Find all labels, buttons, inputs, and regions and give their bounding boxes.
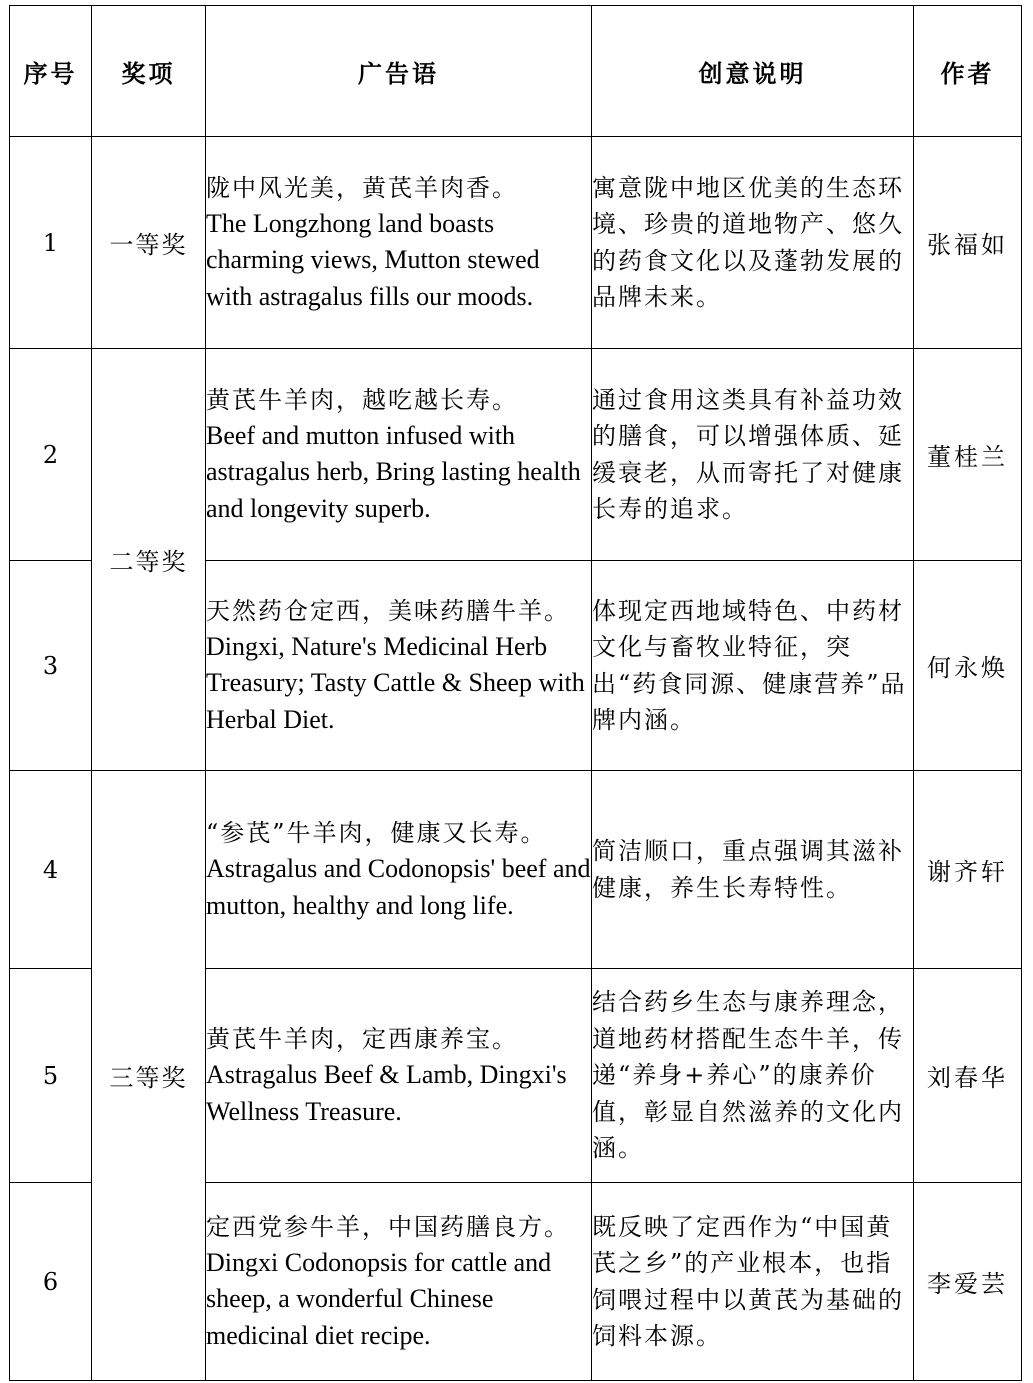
slogan-zh: “参芪”牛羊肉，健康又长寿。 [206,819,547,847]
slogan-zh: 陇中风光美，黄芪羊肉香。 [206,173,518,202]
row-index: 3 [10,561,92,771]
description-text: 体现定西地域特色、中药材文化与畜牧业特征，突出“药食同源、健康营养”品牌内涵。 [592,596,907,734]
description-cell [592,1183,914,1381]
award-cell-second: 二等奖 [92,349,206,771]
author-cell: 谢齐轩 [914,771,1022,969]
header-award: 奖项 [92,6,206,137]
slogan-en: Astragalus and Codonopsis' beef and mutton, healthy and long life. [206,854,591,920]
row-index: 2 [10,349,92,561]
row-index: 5 [10,969,92,1183]
author-cell: 刘春华 [914,969,1022,1183]
author-cell: 董桂兰 [914,349,1022,561]
description-cell [592,137,914,349]
description-text: 结合药乡生态与康养理念，道地药材搭配生态牛羊，传递“养身+养心”的康养价值，彰显自然滋养的文化内涵。 [592,988,904,1163]
award-cell-third: 三等奖 [92,771,206,1381]
description-cell [592,771,914,969]
slogan-en: Dingxi, Nature's Medicinal Herb Treasury; Tasty Cattle & Sheep with Herbal Diet. [206,631,585,734]
slogan-zh: 天然药仓定西，美味药膳牛羊。 [206,596,570,625]
slogan-zh: 定西党参牛羊，中国药膳良方。 [206,1212,570,1241]
header-row [10,6,1022,137]
slogan-zh: 黄芪牛羊肉，越吃越长寿。 [206,385,518,414]
author-cell: 何永焕 [914,561,1022,771]
slogan-en: The Longzhong land boasts charming views, Mutton stewed with astragalus fills our moods. [206,208,540,311]
row-index: 6 [10,1183,92,1381]
slogan-cell [206,969,592,1183]
author-cell: 张福如 [914,137,1022,349]
slogan-zh: 黄芪牛羊肉，定西康养宝。 [206,1025,518,1053]
description-text: 既反映了定西作为“中国黄芪之乡”的产业根本，也指饲喂过程中以黄芪为基础的饲料本源。 [592,1212,904,1350]
table-row [10,137,1022,349]
author-cell: 李爱芸 [914,1183,1022,1381]
description-text: 通过食用这类具有补益功效的膳食，可以增强体质、延缓衰老，从而寄托了对健康长寿的追求。 [592,385,904,523]
header-index: 序号 [10,6,92,137]
row-index: 4 [10,771,92,969]
slogan-en: Beef and mutton infused with astragalus herb, Bring lasting health and longevity superb. [206,420,581,523]
description-text: 简洁顺口，重点强调其滋补健康，养生长寿特性。 [592,837,904,902]
award-cell-first: 一等奖 [92,137,206,349]
description-cell [592,969,914,1183]
row-index: 1 [10,137,92,349]
description-cell [592,561,914,771]
slogan-cell [206,561,592,771]
description-text: 寓意陇中地区优美的生态环境、珍贵的道地物产、悠久的药食文化以及蓬勃发展的品牌未来。 [592,173,904,311]
slogan-en: Astragalus Beef & Lamb, Dingxi's Wellness Treasure. [206,1060,567,1126]
header-slogan: 广告语 [206,6,592,137]
table-row [10,349,1022,561]
award-table [9,5,1022,1381]
description-cell [592,349,914,561]
slogan-cell [206,349,592,561]
slogan-cell [206,1183,592,1381]
slogan-cell [206,137,592,349]
slogan-en: Dingxi Codonopsis for cattle and sheep, a wonderful Chinese medicinal diet recipe. [206,1247,552,1350]
header-author: 作者 [914,6,1022,137]
slogan-cell [206,771,592,969]
table-row [10,771,1022,969]
header-description: 创意说明 [592,6,914,137]
